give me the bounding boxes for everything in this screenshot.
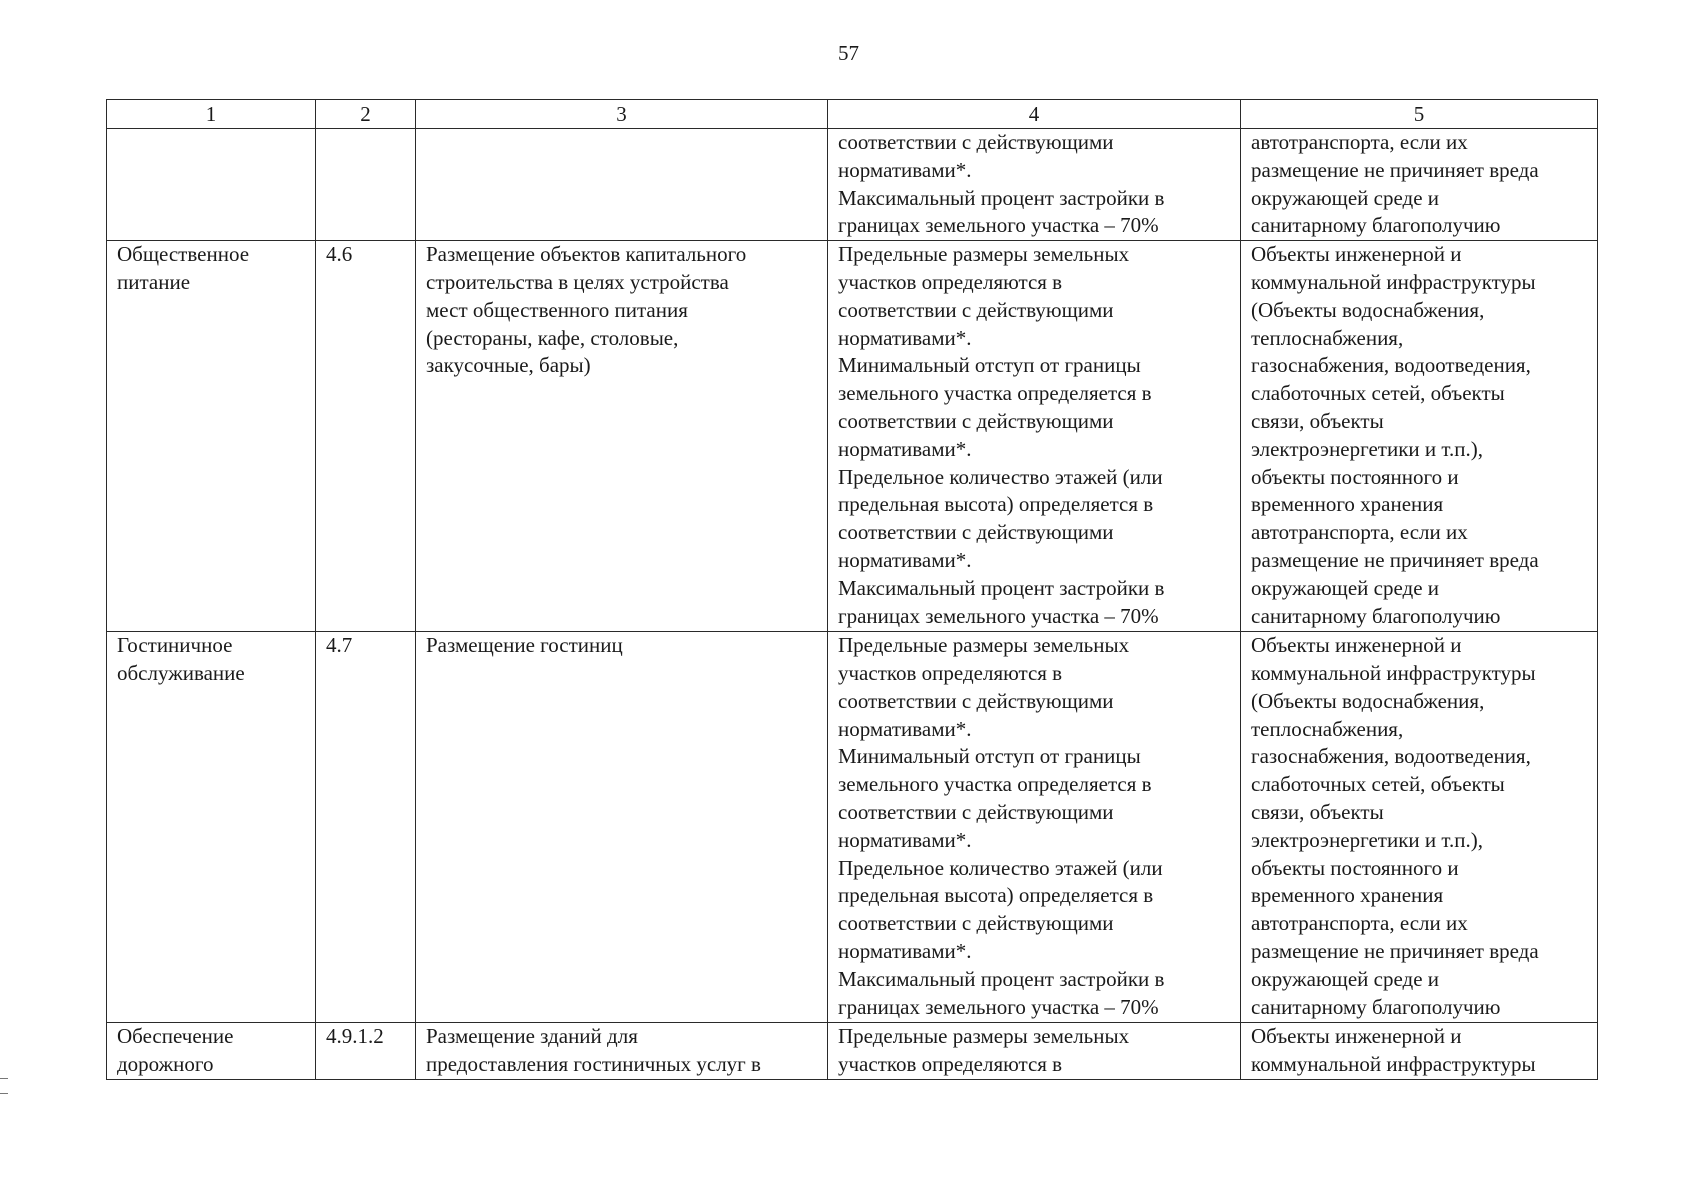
binding-margin-mark	[0, 1078, 8, 1094]
header-col-5: 5	[1241, 100, 1598, 129]
cell-text: Обеспечение дорожного	[117, 1024, 234, 1076]
cell-auxiliary-uses: Объекты инженерной и коммунальной инфраструктуры (Объекты водоснабжения, теплоснабжения, газоснабжения, водоотведения, слаботочных сетей, объекты связи, объекты электроэнергетики и т.п.), объекты постоянного и временного хранения автотранспорта, если их размещение не причиняет вреда окружающей среде и санитарному благополучию	[1241, 241, 1598, 632]
cell-use-code: 4.7	[316, 632, 416, 1023]
cell-text: Предельные размеры земельных участков определяются в	[838, 1024, 1130, 1076]
cell-text: Размещение зданий для предоставления гостиничных услуг в	[426, 1024, 761, 1076]
cell-text: 4.9.1.2	[326, 1024, 384, 1049]
land-use-table	[106, 99, 1598, 1080]
cell-auxiliary-uses	[1241, 1023, 1598, 1080]
cell-parameters: Предельные размеры земельных участков определяются в соответствии с действующими нормативами*. Минимальный отступ от границы земельного участка определяется в соответствии с действующими нормативами*. Предельное количество этажей (или предельная высота) определяется в соответствии с действующими нормативами*. Максимальный процент застройки в границах земельного участка – 70%	[828, 632, 1241, 1023]
cell-use-name: Гостиничное обслуживание	[107, 632, 316, 1023]
table-row	[107, 1023, 1598, 1080]
cell-use-description: Размещение объектов капитального строительства в целях устройства мест общественного питания (рестораны, кафе, столовые, закусочные, бары)	[416, 241, 828, 632]
cell-use-name: Общественное питание	[107, 241, 316, 632]
cell-parameters: Предельные размеры земельных участков определяются в соответствии с действующими нормативами*. Минимальный отступ от границы земельного участка определяется в соответствии с действующими нормативами*. Предельное количество этажей (или предельная высота) определяется в соответствии с действующими нормативами*. Максимальный процент застройки в границах земельного участка – 70%	[828, 241, 1241, 632]
header-col-4: 4	[828, 100, 1241, 129]
cell-use-code: 4.6	[316, 241, 416, 632]
cell-text: Объекты инженерной и коммунальной инфраструктуры	[1251, 1024, 1536, 1076]
cell-use-code	[316, 129, 416, 241]
header-col-2: 2	[316, 100, 416, 129]
cell-use-code	[316, 1023, 416, 1080]
cell-use-description	[416, 129, 828, 241]
header-col-3: 3	[416, 100, 828, 129]
cell-parameters: соответствии с действующими нормативами*. Максимальный процент застройки в границах земельного участка – 70%	[828, 129, 1241, 241]
cell-parameters	[828, 1023, 1241, 1080]
table-row	[107, 241, 1598, 632]
header-col-1: 1	[107, 100, 316, 129]
cell-auxiliary-uses: Объекты инженерной и коммунальной инфраструктуры (Объекты водоснабжения, теплоснабжения, газоснабжения, водоотведения, слаботочных сетей, объекты связи, объекты электроэнергетики и т.п.), объекты постоянного и временного хранения автотранспорта, если их размещение не причиняет вреда окружающей среде и санитарному благополучию	[1241, 632, 1598, 1023]
header-row	[107, 100, 1598, 129]
cell-use-name	[107, 129, 316, 241]
cell-use-description	[416, 1023, 828, 1080]
cell-auxiliary-uses: автотранспорта, если их размещение не причиняет вреда окружающей среде и санитарному благополучию	[1241, 129, 1598, 241]
table-row-continuation	[107, 129, 1598, 241]
cell-use-description: Размещение гостиниц	[416, 632, 828, 1023]
page-number: 57	[838, 41, 859, 65]
cell-use-name	[107, 1023, 316, 1080]
table-row	[107, 632, 1598, 1023]
